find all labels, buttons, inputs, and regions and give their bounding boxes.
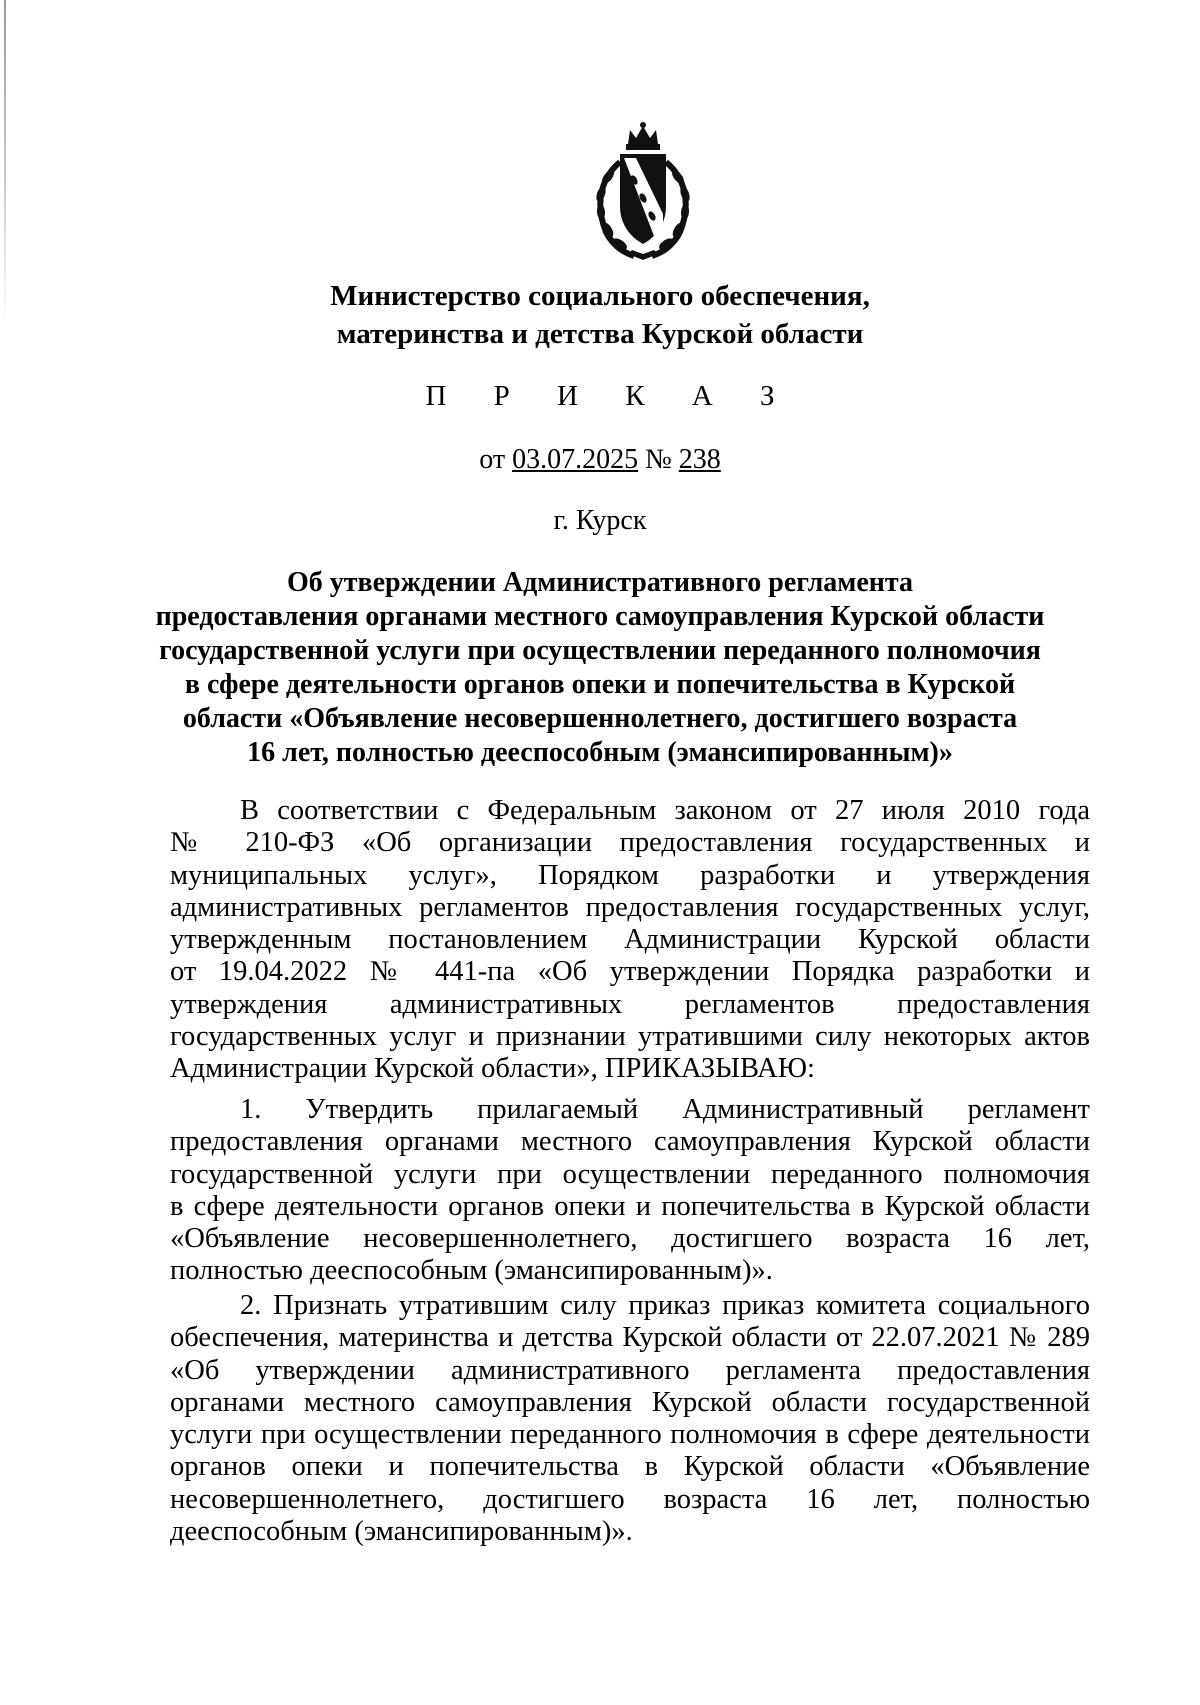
body-line: органов опеки и попечительства в Курской области «Объявление (170, 1451, 1090, 1483)
title-line: в сфере деятельности органов опеки и попечительства в Курской (184, 669, 1016, 700)
body-line: обеспечения, материнства и детства Курской области от 22.07.2021 № 289 (170, 1322, 1090, 1354)
body-line: органами местного самоуправления Курской области государственной (170, 1386, 1090, 1418)
body-line: административных регламентов предоставления государственных услуг, (170, 891, 1090, 923)
body-line: утверждения административных регламентов предоставления (170, 988, 1090, 1020)
body-line: государственных услуг и признании утратившими силу некоторых актов (170, 1021, 1090, 1053)
title-line: государственной услуги при осуществлении переданного полномочия (159, 635, 1041, 666)
title-line: Об утверждении Административного регламента (286, 567, 914, 598)
number-sign: № (645, 444, 672, 475)
body-line: дееспособным (эмансипированным)». (170, 1516, 633, 1548)
document-type: П Р И К А З (425, 380, 795, 412)
body-line: предоставления органами местного самоуправления Курской области (170, 1126, 1090, 1158)
body-line: «Об утверждении административного регламента предоставления (170, 1354, 1090, 1386)
body-line: государственной услуги при осуществлении переданного полномочия (170, 1158, 1090, 1190)
body-line: «Объявление несовершеннолетнего, достигшего возраста 16 лет, (170, 1223, 1090, 1255)
date-prefix: от (479, 444, 506, 475)
order-date: 03.07.2025 (512, 444, 639, 475)
item-2-paragraph (170, 1290, 1090, 1548)
order-number: 238 (678, 444, 721, 475)
body-line: Администрации Курской области», ПРИКАЗЫВАЮ: (170, 1053, 815, 1085)
body-line: полностью дееспособным (эмансипированным)». (170, 1255, 773, 1287)
ministry-name (0, 277, 1200, 353)
order-title (0, 566, 1200, 770)
body-line: муниципальных услуг», Порядком разработки и утверждения (170, 859, 1090, 891)
preamble-paragraph (170, 795, 1090, 1086)
body-line: № 210-ФЗ «Об организации предоставления государственных и (170, 827, 1090, 859)
title-line: области «Объявление несовершеннолетнего, достигшего возраста (182, 703, 1018, 734)
body-line: в сфере деятельности органов опеки и попечительства в Курской области (170, 1190, 1090, 1222)
body-line: утвержденным постановлением Администрации Курской области (170, 924, 1090, 956)
body-line: 2. Признать утратившим силу приказ приказ комитета социального (240, 1290, 1090, 1321)
body-line: от 19.04.2022 № 441-па «Об утверждении Порядка разработки и (170, 956, 1090, 988)
ministry-name-line-2: материнства и детства Курской области (336, 318, 864, 350)
body-line: несовершеннолетнего, достигшего возраста 16 лет, полностью (170, 1483, 1090, 1515)
ministry-name-line-1: Министерство социального обеспечения, (330, 280, 870, 312)
city: г. Курск (553, 505, 647, 536)
item-1-paragraph (170, 1094, 1090, 1288)
kursk-coat-of-arms-icon (568, 122, 718, 262)
title-line: предоставления органами местного самоуправления Курской области (155, 601, 1045, 632)
body-line: 1. Утвердить прилагаемый Административный регламент (240, 1094, 1090, 1125)
order-number-line (0, 444, 1200, 476)
body-line: В соответствии с Федеральным законом от 27 июля 2010 года (240, 795, 1090, 826)
title-line: 16 лет, полностью дееспособным (эмансипированным)» (247, 737, 953, 768)
body-line: услуги при осуществлении переданного полномочия в сфере деятельности (170, 1419, 1090, 1451)
